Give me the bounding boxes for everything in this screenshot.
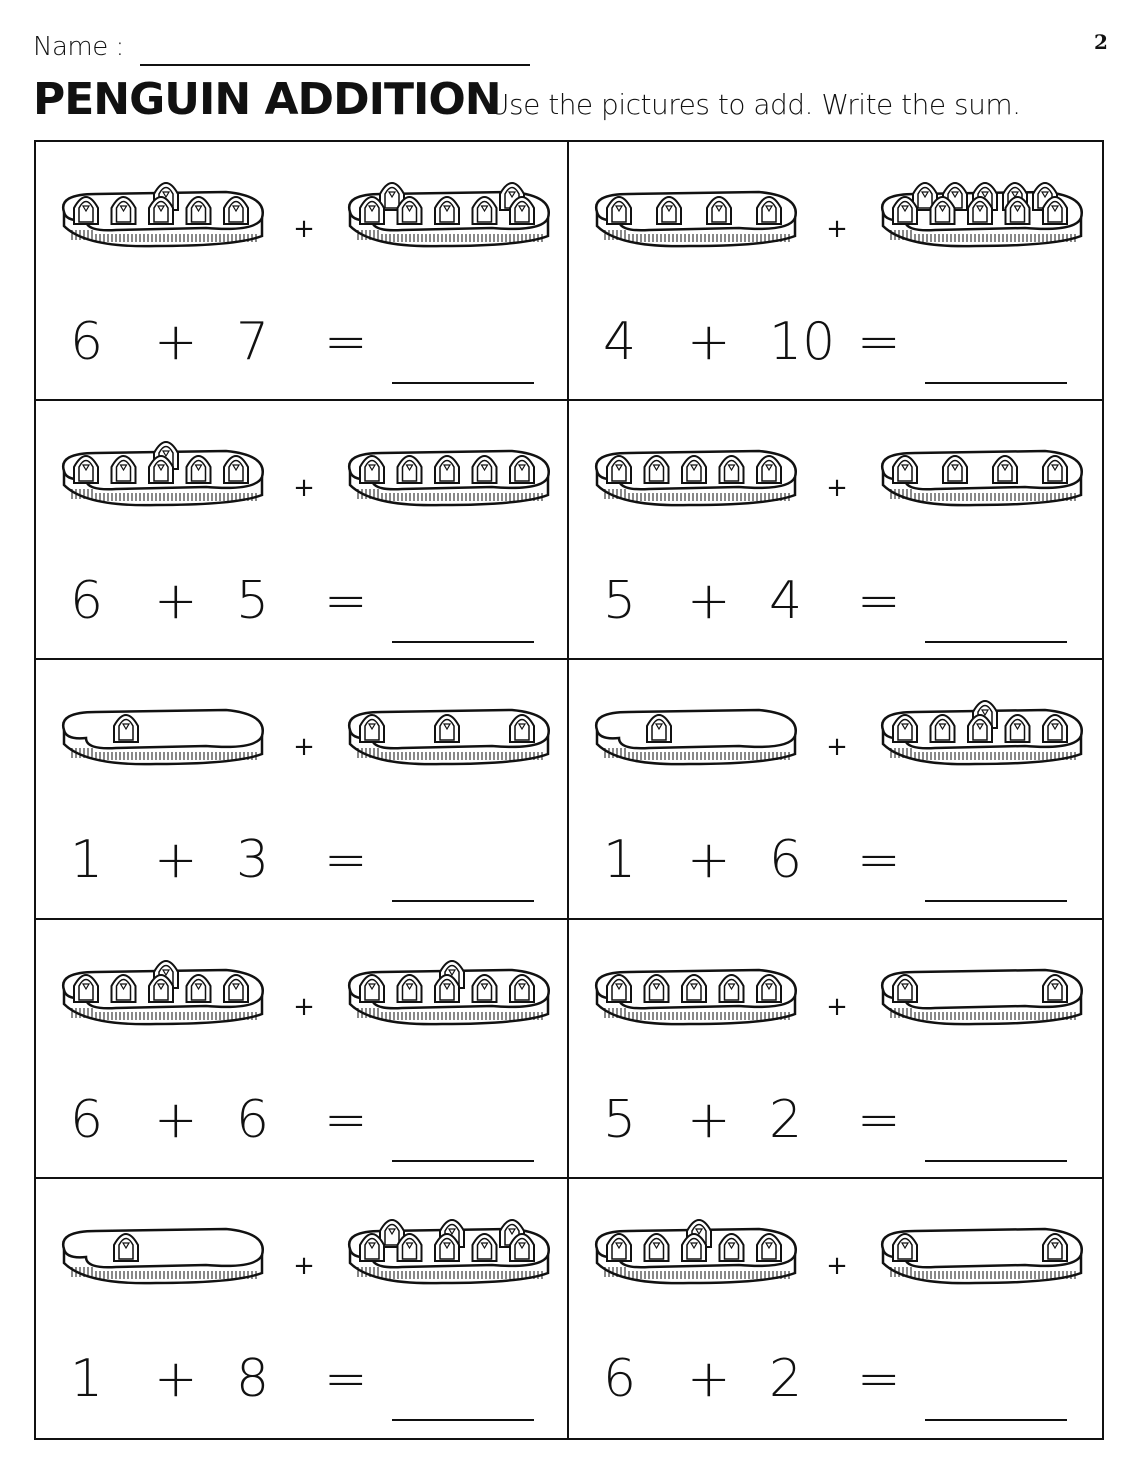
equals-sign: = [857,1348,901,1409]
problem-card [36,920,569,1179]
penguin-icon [187,197,211,224]
plus-icon: + [826,214,848,244]
problem-card [36,142,569,401]
penguin-icon [682,456,706,483]
iceberg-pictures [36,142,567,292]
penguin-icon [114,715,138,742]
penguin-icon [893,1234,917,1261]
addend-1: 5 [603,1089,637,1150]
penguin-icon [473,197,497,224]
problem-card [569,1179,1102,1438]
penguin-icon [645,456,669,483]
penguin-icon [224,975,248,1002]
problem-card [569,142,1102,401]
iceberg-pictures [36,920,567,1070]
penguin-icon [435,197,459,224]
plus-sign: + [154,571,198,632]
penguin-icon [931,715,955,742]
penguin-icon [398,975,422,1002]
name-label: Name : [33,32,124,62]
addend-2: 3 [236,830,270,891]
problem-card [569,660,1102,919]
penguin-icon [968,715,992,742]
penguin-icon [510,197,534,224]
iceberg-pictures [569,660,1102,810]
equation [36,571,567,651]
equation [36,830,567,910]
iceberg [349,451,549,505]
equals-sign: = [857,571,901,632]
penguin-icon [993,456,1017,483]
penguin-icon [398,1234,422,1261]
penguin-icon [943,456,967,483]
penguin-icon [682,975,706,1002]
penguin-icon [435,975,459,1002]
iceberg [63,961,263,1024]
penguin-icon [931,197,955,224]
penguin-icon [607,197,631,224]
penguin-icon [510,715,534,742]
plus-sign: + [154,1089,198,1150]
penguin-icon [968,197,992,224]
plus-sign: + [154,1348,198,1409]
instructions: Use the pictures to add. Write the sum. [489,88,1021,121]
answer-line[interactable] [392,382,534,384]
problem-card [36,1179,569,1438]
problem-grid [34,140,1104,1440]
addend-2: 2 [769,1089,803,1150]
equation [36,312,567,392]
iceberg [349,1220,549,1283]
penguin-icon [645,975,669,1002]
penguin-icon [757,197,781,224]
penguin-icon [1043,715,1067,742]
problem-card [569,401,1102,660]
answer-line[interactable] [392,1160,534,1162]
plus-icon: + [826,732,848,763]
penguin-icon [657,197,681,224]
plus-sign: + [687,571,731,632]
penguin-icon [647,715,671,742]
iceberg [596,970,796,1024]
iceberg [63,1229,263,1283]
answer-line[interactable] [925,1160,1067,1162]
penguin-icon [224,456,248,483]
addend-2: 2 [769,1348,803,1409]
penguin-icon [360,456,384,483]
penguin-icon [187,456,211,483]
iceberg [63,710,263,764]
penguin-icon [435,456,459,483]
plus-icon: + [293,1250,315,1281]
penguin-icon [707,197,731,224]
penguin-icon [187,975,211,1002]
plus-sign: + [687,1089,731,1150]
plus-sign: + [687,1348,731,1409]
penguin-iceberg-illustration [36,920,566,1070]
plus-icon: + [293,214,315,244]
penguin-iceberg-illustration [569,401,1099,551]
equals-sign: = [857,1089,901,1150]
penguin-icon [510,975,534,1002]
penguin-icon [607,975,631,1002]
name-write-line[interactable] [140,64,530,66]
equals-sign: = [857,830,901,891]
iceberg-pictures [569,142,1102,292]
penguin-icon [149,975,173,1002]
penguin-icon [360,975,384,1002]
penguin-icon [360,715,384,742]
problem-card [36,660,569,919]
iceberg [882,183,1082,246]
iceberg [349,183,549,246]
penguin-icon [360,197,384,224]
penguin-icon [149,456,173,483]
plus-icon: + [293,991,315,1022]
penguin-icon [607,456,631,483]
addend-1: 6 [70,1089,104,1150]
penguin-icon [510,456,534,483]
penguin-icon [1006,715,1030,742]
penguin-icon [114,1234,138,1261]
addend-1: 1 [70,1348,104,1409]
equation [36,1349,567,1429]
iceberg [63,442,263,505]
equals-sign: = [324,830,368,891]
equation [569,1349,1102,1429]
iceberg [596,192,796,246]
equation [569,571,1102,651]
addend-2: 5 [236,571,270,632]
iceberg-pictures [36,401,567,551]
addend-2: 6 [769,830,803,891]
penguin-icon [1043,456,1067,483]
penguin-iceberg-illustration [569,920,1099,1070]
iceberg [882,1229,1082,1283]
iceberg-pictures [569,1179,1102,1329]
equation [36,1090,567,1170]
answer-line[interactable] [392,900,534,902]
iceberg-pictures [569,920,1102,1070]
penguin-iceberg-illustration [569,660,1099,810]
penguin-icon [510,1234,534,1261]
plus-icon: + [826,1250,848,1281]
penguin-icon [1043,1234,1067,1261]
penguin-icon [398,197,422,224]
iceberg [63,183,263,246]
penguin-iceberg-illustration [569,142,1099,292]
addend-2: 7 [236,312,270,372]
penguin-iceberg-illustration [36,1179,566,1329]
penguin-icon [112,456,136,483]
penguin-icon [74,197,98,224]
addend-2: 10 [769,312,836,372]
plus-icon: + [293,473,315,504]
addend-2: 4 [769,571,803,632]
answer-line[interactable] [925,382,1067,384]
plus-icon: + [826,991,848,1022]
penguin-icon [607,1234,631,1261]
addend-1: 5 [603,571,637,632]
plus-sign: + [687,830,731,891]
iceberg [882,701,1082,764]
answer-line[interactable] [392,1419,534,1421]
answer-line[interactable] [392,641,534,643]
iceberg [596,1220,796,1283]
page-number: 2 [1094,30,1108,54]
addend-1: 6 [603,1348,637,1409]
penguin-icon [720,456,744,483]
addend-2: 6 [236,1089,270,1150]
iceberg [349,961,549,1024]
iceberg [596,451,796,505]
plus-icon: + [293,732,315,763]
addend-1: 6 [70,312,104,372]
equals-sign: = [857,312,901,372]
penguin-iceberg-illustration [36,660,566,810]
plus-sign: + [687,312,731,372]
penguin-icon [1043,197,1067,224]
answer-line[interactable] [925,641,1067,643]
penguin-icon [893,456,917,483]
penguin-icon [149,197,173,224]
penguin-icon [757,1234,781,1261]
penguin-icon [473,456,497,483]
penguin-icon [473,1234,497,1261]
equals-sign: = [324,312,368,372]
worksheet-title: PENGUIN ADDITION [33,74,501,125]
penguin-icon [112,197,136,224]
answer-line[interactable] [925,900,1067,902]
iceberg-pictures [36,660,567,810]
penguin-icon [360,1234,384,1261]
penguin-iceberg-illustration [569,1179,1099,1329]
equals-sign: = [324,571,368,632]
penguin-icon [74,456,98,483]
penguin-icon [893,975,917,1002]
answer-line[interactable] [925,1419,1067,1421]
penguin-icon [112,975,136,1002]
penguin-icon [435,1234,459,1261]
equation [569,830,1102,910]
equals-sign: = [324,1348,368,1409]
iceberg [882,451,1082,505]
plus-sign: + [154,312,198,372]
penguin-iceberg-illustration [36,142,566,292]
penguin-icon [893,715,917,742]
plus-sign: + [154,830,198,891]
addend-1: 1 [603,830,637,891]
penguin-icon [893,197,917,224]
penguin-icon [720,975,744,1002]
penguin-icon [473,975,497,1002]
iceberg [349,710,549,764]
problem-card [36,401,569,660]
equals-sign: = [324,1089,368,1150]
penguin-icon [757,456,781,483]
iceberg-pictures [36,1179,567,1329]
penguin-iceberg-illustration [36,401,566,551]
penguin-icon [682,1234,706,1261]
penguin-icon [74,975,98,1002]
iceberg [596,710,796,764]
penguin-icon [398,456,422,483]
addend-1: 4 [603,312,637,372]
iceberg-pictures [569,401,1102,551]
addend-2: 8 [236,1348,270,1409]
equation [569,1090,1102,1170]
penguin-icon [1006,197,1030,224]
problem-card [569,920,1102,1179]
penguin-icon [435,715,459,742]
addend-1: 6 [70,571,104,632]
equation [569,312,1102,392]
penguin-icon [1043,975,1067,1002]
penguin-icon [645,1234,669,1261]
penguin-icon [224,197,248,224]
plus-icon: + [826,473,848,504]
addend-1: 1 [70,830,104,891]
penguin-icon [757,975,781,1002]
iceberg [882,970,1082,1024]
penguin-icon [720,1234,744,1261]
